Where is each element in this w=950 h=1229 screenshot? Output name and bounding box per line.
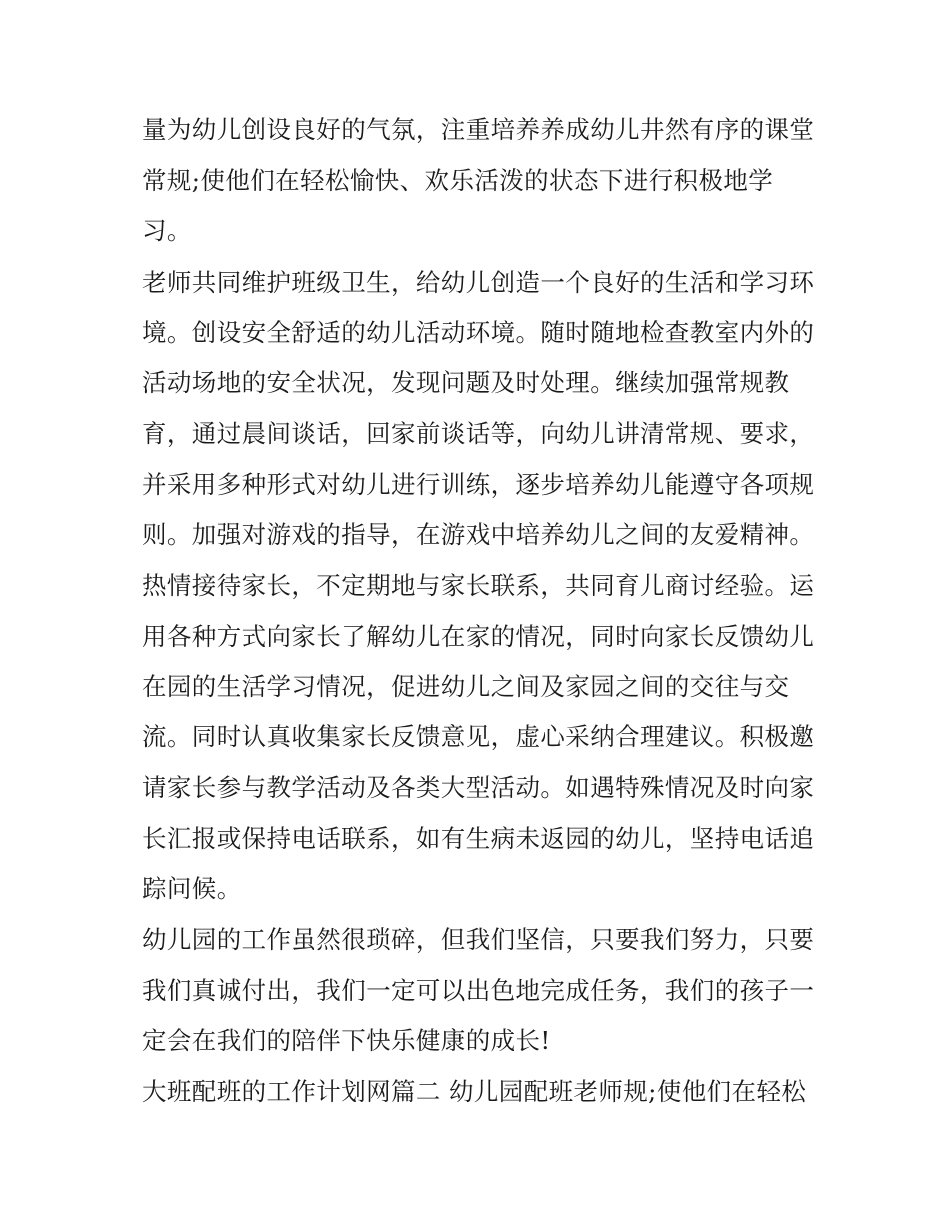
text-line: 常规;使他们在轻松愉快、欢乐活泼的状态下进行积极地学 xyxy=(142,166,774,195)
text-line: 在园的生活学习情况，促进幼儿之间及家园之间的交往与交 xyxy=(142,672,790,701)
text-line: 请家长参与教学活动及各类大型活动。如遇特殊情况及时向家 xyxy=(142,773,815,802)
text-line: 幼儿园的工作虽然很琐碎，但我们坚信，只要我们努力，只要 xyxy=(142,925,815,954)
text-line: 境。创设安全舒适的幼儿活动环境。随时随地检查教室内外的 xyxy=(142,318,815,347)
text-line: 活动场地的安全状况，发现问题及时处理。继续加强常规教 xyxy=(142,368,790,397)
text-line: 育，通过晨间谈话，回家前谈话等，向幼儿讲清常规、要求， xyxy=(142,419,815,448)
text-line: 踪问候。 xyxy=(142,874,242,903)
text-line: 量为幼儿创设良好的气氛，注重培养养成幼儿井然有序的课堂 xyxy=(142,115,815,144)
text-line: 大班配班的工作计划网篇二 幼儿园配班老师规;使他们在轻松 xyxy=(142,1077,807,1106)
text-line: 我们真诚付出，我们一定可以出色地完成任务，我们的孩子一 xyxy=(142,976,815,1005)
text-line: 定会在我们的陪伴下快乐健康的成长! xyxy=(142,1026,551,1055)
text-line: 流。同时认真收集家长反馈意见，虚心采纳合理建议。积极邀 xyxy=(142,722,815,751)
text-line: 老师共同维护班级卫生，给幼儿创造一个良好的生活和学习环 xyxy=(142,268,815,297)
text-line: 用各种方式向家长了解幼儿在家的情况，同时向家长反馈幼儿 xyxy=(142,622,815,651)
text-line: 并采用多种形式对幼儿进行训练，逐步培养幼儿能遵守各项规 xyxy=(142,470,815,499)
text-line: 则。加强对游戏的指导，在游戏中培养幼儿之间的友爱精神。 xyxy=(142,520,815,549)
text-line: 长汇报或保持电话联系，如有生病未返园的幼儿，坚持电话追 xyxy=(142,824,815,853)
text-line: 热情接待家长，不定期地与家长联系，共同育儿商讨经验。运 xyxy=(142,571,815,600)
text-line: 习。 xyxy=(142,216,192,245)
